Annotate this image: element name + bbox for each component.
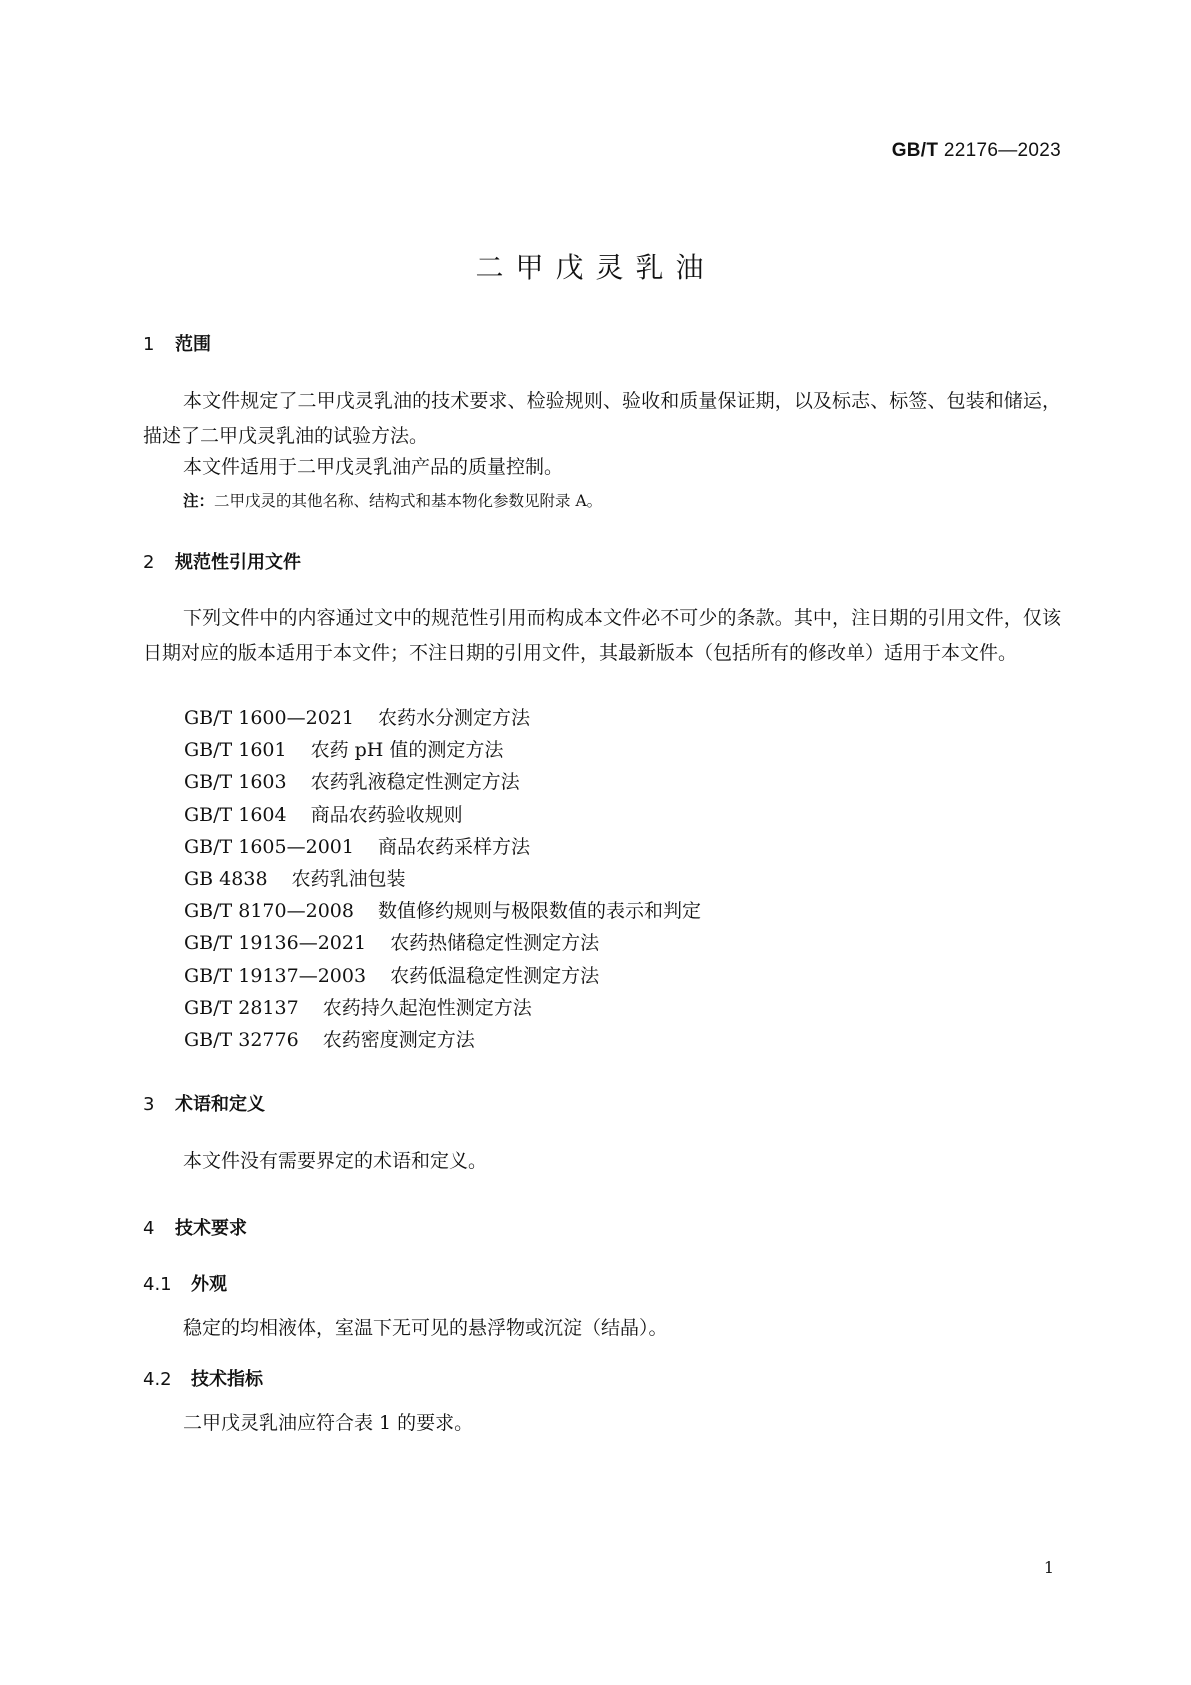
section-2-heading: 2 规范性引用文件 [143,552,301,573]
document-title: 二甲戊灵乳油 [475,251,716,284]
reference-title: 农药水分测定方法 [377,707,530,729]
reference-code: GB/T 19136—2021 [184,932,367,955]
section-1-paragraph-2: 本文件适用于二甲戊灵乳油产品的质量控制。 [183,456,564,478]
reference-title: 农药热储稳定性测定方法 [390,932,600,955]
page-number: 1 [1043,1558,1054,1577]
reference-item [184,896,701,923]
section-3-heading: 3 术语和定义 [143,1094,265,1115]
section-4-1-heading: 4.1 外观 [143,1274,227,1295]
reference-code: GB/T 1600—2021 [184,707,354,729]
reference-item [184,703,530,730]
reference-code: GB/T 28137 [184,996,299,1019]
reference-item [184,961,599,988]
reference-code: GB/T 1605—2001 [184,835,354,858]
section-1-note: 注：二甲戊灵的其他名称、结构式和基本物化参数见附录 A。 [183,492,603,510]
section-3-paragraph-1: 本文件没有需要界定的术语和定义。 [183,1150,488,1172]
reference-title: 农药乳液稳定性测定方法 [310,771,520,794]
section-4-heading: 4 技术要求 [143,1218,247,1239]
reference-item [184,735,503,762]
reference-item [184,800,463,827]
reference-title: 商品农药采样方法 [377,835,530,858]
reference-code: GB/T 1601 [184,739,287,762]
section-4-1-paragraph-1: 稳定的均相液体，室温下无可见的悬浮物或沉淀（结晶）。 [183,1317,668,1339]
reference-item [184,767,520,794]
reference-code: GB/T 1603 [184,771,287,794]
reference-title: 数值修约规则与极限数值的表示和判定 [377,900,701,923]
section-4-2-heading: 4.2 技术指标 [143,1369,263,1390]
document-code: GB/T 22176—2023 [891,140,1061,161]
reference-code: GB/T 8170—2008 [184,900,354,923]
reference-code: GB/T 32776 [184,1029,299,1051]
section-2-paragraph-1: 下列文件中的内容通过文中的规范性引用而构成本文件必不可少的条款。其中，注日期的引用文件，仅该日期对应的版本适用于本文件；不注日期的引用文件，其最新版本（包括所有的修改单）适用于本文件。 [143,607,1061,664]
reference-code: GB 4838 [184,868,268,890]
reference-title: 农药密度测定方法 [322,1029,475,1051]
reference-title: 农药持久起泡性测定方法 [322,996,532,1019]
reference-code: GB/T 19137—2003 [184,964,367,987]
reference-item [184,993,532,1020]
section-1-paragraph-1: 本文件规定了二甲戊灵乳油的技术要求、检验规则、验收和质量保证期，以及标志、标签、包装和储运，描述了二甲戊灵乳油的试验方法。 [143,390,1061,447]
reference-item [184,864,406,891]
reference-title: 商品农药验收规则 [310,803,463,826]
reference-item [184,1025,475,1052]
section-1-heading: 1 范围 [143,334,211,355]
reference-item [184,928,599,955]
reference-title: 农药乳油包装 [291,868,406,890]
reference-item [184,832,530,859]
reference-title: 农药低温稳定性测定方法 [390,964,600,987]
reference-code: GB/T 1604 [184,803,287,826]
reference-title: 农药 pH 值的测定方法 [310,739,504,762]
section-4-2-paragraph-1: 二甲戊灵乳油应符合表 1 的要求。 [183,1412,474,1434]
